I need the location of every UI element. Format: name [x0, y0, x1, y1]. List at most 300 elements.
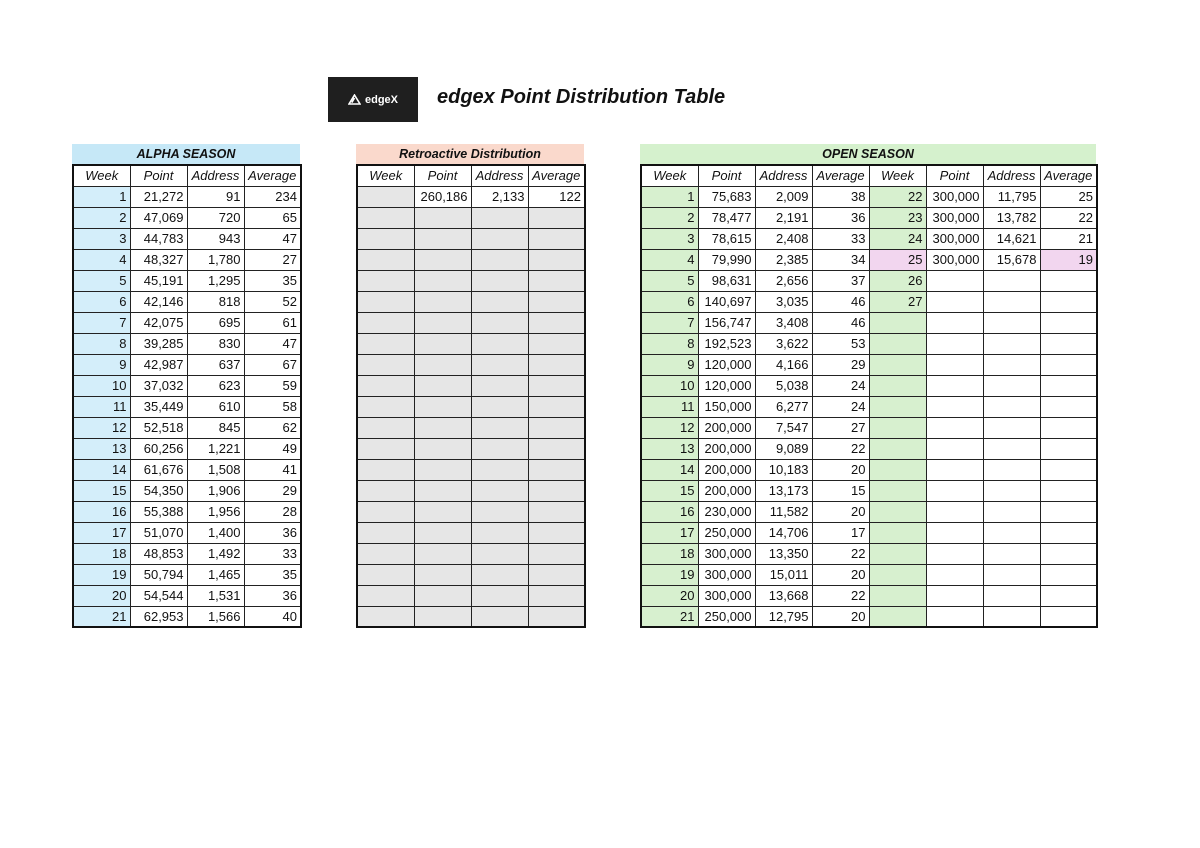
address-cell: 3,035 — [755, 291, 812, 312]
point-cell: 192,523 — [698, 333, 755, 354]
average-cell: 37 — [812, 270, 869, 291]
week-cell — [869, 543, 926, 564]
address-cell — [983, 438, 1040, 459]
average-cell: 22 — [812, 543, 869, 564]
table-row — [73, 228, 301, 249]
week-cell — [357, 207, 414, 228]
week-cell: 15 — [73, 480, 130, 501]
address-cell — [983, 459, 1040, 480]
week-cell — [357, 522, 414, 543]
average-cell — [1040, 375, 1097, 396]
table-row — [357, 564, 585, 585]
week-cell — [869, 459, 926, 480]
address-cell: 5,038 — [755, 375, 812, 396]
address-cell: 9,089 — [755, 438, 812, 459]
address-cell: 818 — [187, 291, 244, 312]
table-row — [73, 333, 301, 354]
table-row — [641, 186, 1097, 207]
average-cell: 58 — [244, 396, 301, 417]
address-cell: 2,656 — [755, 270, 812, 291]
table-row — [641, 270, 1097, 291]
table-row — [73, 291, 301, 312]
table-row — [73, 354, 301, 375]
address-cell — [983, 270, 1040, 291]
week-cell: 27 — [869, 291, 926, 312]
table-row — [73, 543, 301, 564]
week-cell: 25 — [869, 249, 926, 270]
column-header-average: Average — [1040, 165, 1097, 186]
point-cell — [414, 270, 471, 291]
week-cell — [357, 312, 414, 333]
average-cell: 49 — [244, 438, 301, 459]
point-cell — [926, 333, 983, 354]
week-cell: 8 — [73, 333, 130, 354]
point-cell: 50,794 — [130, 564, 187, 585]
average-cell — [528, 270, 585, 291]
table-row — [357, 249, 585, 270]
week-cell: 16 — [73, 501, 130, 522]
average-cell: 27 — [244, 249, 301, 270]
average-cell — [528, 291, 585, 312]
point-cell: 55,388 — [130, 501, 187, 522]
point-cell — [926, 606, 983, 627]
address-cell — [983, 606, 1040, 627]
point-cell — [414, 606, 471, 627]
average-cell: 33 — [244, 543, 301, 564]
average-cell: 40 — [244, 606, 301, 627]
table-row — [641, 249, 1097, 270]
point-cell: 51,070 — [130, 522, 187, 543]
average-cell: 36 — [244, 522, 301, 543]
address-cell — [471, 396, 528, 417]
point-cell: 200,000 — [698, 459, 755, 480]
address-cell: 1,906 — [187, 480, 244, 501]
column-header-average: Average — [244, 165, 301, 186]
point-cell: 300,000 — [926, 249, 983, 270]
average-cell — [1040, 270, 1097, 291]
table-row — [73, 417, 301, 438]
average-cell: 47 — [244, 333, 301, 354]
average-cell: 22 — [812, 585, 869, 606]
week-cell — [357, 606, 414, 627]
average-cell — [1040, 480, 1097, 501]
week-cell: 4 — [73, 249, 130, 270]
table-row — [357, 480, 585, 501]
point-cell: 37,032 — [130, 375, 187, 396]
week-cell — [869, 585, 926, 606]
table-row — [641, 459, 1097, 480]
average-cell — [1040, 564, 1097, 585]
address-cell — [471, 585, 528, 606]
average-cell — [528, 312, 585, 333]
week-cell: 26 — [869, 270, 926, 291]
average-cell: 53 — [812, 333, 869, 354]
page-title: edgex Point Distribution Table — [437, 86, 726, 108]
table-row — [73, 249, 301, 270]
edgex-logo — [328, 77, 418, 122]
week-cell: 17 — [73, 522, 130, 543]
week-cell — [357, 291, 414, 312]
column-header-address: Address — [471, 165, 528, 186]
average-cell — [528, 585, 585, 606]
average-cell: 47 — [244, 228, 301, 249]
week-cell — [357, 438, 414, 459]
table-row — [357, 396, 585, 417]
average-cell — [1040, 606, 1097, 627]
point-cell — [926, 354, 983, 375]
average-cell: 20 — [812, 459, 869, 480]
address-cell: 91 — [187, 186, 244, 207]
address-cell: 1,956 — [187, 501, 244, 522]
address-cell: 14,706 — [755, 522, 812, 543]
week-cell — [357, 417, 414, 438]
point-cell: 300,000 — [698, 564, 755, 585]
point-cell — [414, 228, 471, 249]
column-header-average: Average — [812, 165, 869, 186]
average-cell — [528, 207, 585, 228]
week-cell — [357, 501, 414, 522]
point-cell — [414, 396, 471, 417]
week-cell: 16 — [641, 501, 698, 522]
table-row — [357, 459, 585, 480]
table-row — [357, 312, 585, 333]
address-cell — [983, 522, 1040, 543]
week-cell: 6 — [73, 291, 130, 312]
table-row — [357, 522, 585, 543]
average-cell: 20 — [812, 564, 869, 585]
address-cell — [983, 396, 1040, 417]
point-cell: 54,544 — [130, 585, 187, 606]
point-cell — [926, 459, 983, 480]
address-cell: 2,009 — [755, 186, 812, 207]
point-cell — [414, 375, 471, 396]
address-cell: 943 — [187, 228, 244, 249]
point-cell: 60,256 — [130, 438, 187, 459]
address-cell: 2,191 — [755, 207, 812, 228]
table-row — [641, 417, 1097, 438]
week-cell: 20 — [641, 585, 698, 606]
alpha-header-row — [73, 165, 301, 186]
average-cell — [1040, 333, 1097, 354]
average-cell — [528, 333, 585, 354]
week-cell — [869, 312, 926, 333]
column-header-week: Week — [869, 165, 926, 186]
week-cell: 17 — [641, 522, 698, 543]
table-row — [73, 186, 301, 207]
address-cell: 830 — [187, 333, 244, 354]
table-row — [641, 543, 1097, 564]
week-cell: 24 — [869, 228, 926, 249]
address-cell: 1,508 — [187, 459, 244, 480]
column-header-point: Point — [130, 165, 187, 186]
table-row — [641, 585, 1097, 606]
address-cell: 695 — [187, 312, 244, 333]
table-row — [641, 291, 1097, 312]
table-row — [641, 522, 1097, 543]
week-cell: 12 — [641, 417, 698, 438]
address-cell: 10,183 — [755, 459, 812, 480]
week-cell — [869, 354, 926, 375]
table-row — [641, 375, 1097, 396]
address-cell — [471, 438, 528, 459]
point-cell: 140,697 — [698, 291, 755, 312]
point-cell — [414, 438, 471, 459]
average-cell — [1040, 501, 1097, 522]
point-cell — [414, 522, 471, 543]
point-cell: 79,990 — [698, 249, 755, 270]
point-cell: 260,186 — [414, 186, 471, 207]
column-header-average: Average — [528, 165, 585, 186]
address-cell — [471, 501, 528, 522]
table-row — [357, 354, 585, 375]
point-cell: 300,000 — [698, 585, 755, 606]
point-cell: 250,000 — [698, 522, 755, 543]
address-cell — [471, 459, 528, 480]
address-cell — [471, 333, 528, 354]
point-cell: 250,000 — [698, 606, 755, 627]
average-cell — [1040, 438, 1097, 459]
table-row — [641, 354, 1097, 375]
average-cell: 33 — [812, 228, 869, 249]
table-row — [73, 501, 301, 522]
average-cell — [1040, 417, 1097, 438]
column-header-week: Week — [73, 165, 130, 186]
point-cell: 45,191 — [130, 270, 187, 291]
week-cell — [357, 354, 414, 375]
address-cell: 3,408 — [755, 312, 812, 333]
address-cell: 610 — [187, 396, 244, 417]
point-cell: 300,000 — [926, 207, 983, 228]
week-cell — [869, 606, 926, 627]
average-cell: 29 — [244, 480, 301, 501]
point-cell: 52,518 — [130, 417, 187, 438]
retroactive-table — [356, 164, 586, 628]
point-cell: 78,477 — [698, 207, 755, 228]
average-cell — [528, 375, 585, 396]
logo-text: edgeX — [364, 93, 398, 106]
address-cell: 2,385 — [755, 249, 812, 270]
table-row — [357, 270, 585, 291]
address-cell: 13,782 — [983, 207, 1040, 228]
point-cell — [414, 543, 471, 564]
week-cell: 4 — [641, 249, 698, 270]
average-cell — [528, 417, 585, 438]
address-cell: 13,350 — [755, 543, 812, 564]
point-cell: 35,449 — [130, 396, 187, 417]
address-cell: 2,133 — [471, 186, 528, 207]
point-cell — [926, 585, 983, 606]
point-cell: 300,000 — [926, 186, 983, 207]
week-cell: 20 — [73, 585, 130, 606]
column-header-point: Point — [698, 165, 755, 186]
point-cell: 75,683 — [698, 186, 755, 207]
address-cell: 623 — [187, 375, 244, 396]
point-cell — [926, 501, 983, 522]
address-cell — [471, 522, 528, 543]
week-cell: 14 — [73, 459, 130, 480]
table-row — [357, 207, 585, 228]
point-cell: 44,783 — [130, 228, 187, 249]
open-season-title: OPEN SEASON — [640, 144, 1096, 164]
week-cell — [357, 459, 414, 480]
point-cell — [926, 312, 983, 333]
average-cell: 36 — [812, 207, 869, 228]
week-cell: 9 — [73, 354, 130, 375]
alpha-season-section — [72, 144, 302, 628]
week-cell — [869, 333, 926, 354]
average-cell: 24 — [812, 375, 869, 396]
week-cell — [357, 270, 414, 291]
retroactive-title: Retroactive Distribution — [356, 144, 584, 164]
average-cell: 46 — [812, 312, 869, 333]
address-cell: 1,531 — [187, 585, 244, 606]
table-row — [641, 606, 1097, 627]
week-cell: 5 — [641, 270, 698, 291]
week-cell: 19 — [73, 564, 130, 585]
table-row — [641, 228, 1097, 249]
table-row — [73, 438, 301, 459]
address-cell: 1,492 — [187, 543, 244, 564]
week-cell: 9 — [641, 354, 698, 375]
week-cell: 3 — [73, 228, 130, 249]
point-cell: 61,676 — [130, 459, 187, 480]
table-row — [73, 270, 301, 291]
average-cell: 122 — [528, 186, 585, 207]
address-cell: 15,678 — [983, 249, 1040, 270]
address-cell: 11,582 — [755, 501, 812, 522]
average-cell — [1040, 312, 1097, 333]
column-header-point: Point — [926, 165, 983, 186]
point-cell: 120,000 — [698, 375, 755, 396]
point-cell: 39,285 — [130, 333, 187, 354]
column-header-address: Address — [755, 165, 812, 186]
table-row — [73, 606, 301, 627]
point-cell — [414, 333, 471, 354]
address-cell — [471, 249, 528, 270]
table-row — [357, 585, 585, 606]
table-row — [641, 207, 1097, 228]
table-row — [357, 291, 585, 312]
week-cell — [869, 417, 926, 438]
point-cell — [414, 459, 471, 480]
address-cell — [983, 480, 1040, 501]
address-cell: 1,400 — [187, 522, 244, 543]
average-cell: 15 — [812, 480, 869, 501]
week-cell — [357, 564, 414, 585]
address-cell: 2,408 — [755, 228, 812, 249]
column-header-week: Week — [641, 165, 698, 186]
average-cell: 41 — [244, 459, 301, 480]
week-cell: 13 — [73, 438, 130, 459]
address-cell — [471, 270, 528, 291]
point-cell: 300,000 — [698, 543, 755, 564]
week-cell — [357, 186, 414, 207]
address-cell — [471, 228, 528, 249]
point-cell — [926, 417, 983, 438]
address-cell: 11,795 — [983, 186, 1040, 207]
average-cell — [528, 564, 585, 585]
address-cell: 3,622 — [755, 333, 812, 354]
point-cell — [926, 375, 983, 396]
average-cell — [1040, 585, 1097, 606]
week-cell: 19 — [641, 564, 698, 585]
week-cell: 1 — [641, 186, 698, 207]
average-cell: 65 — [244, 207, 301, 228]
week-cell: 18 — [641, 543, 698, 564]
table-row — [73, 585, 301, 606]
point-cell — [414, 291, 471, 312]
address-cell — [471, 354, 528, 375]
point-cell — [414, 207, 471, 228]
point-cell: 21,272 — [130, 186, 187, 207]
week-cell: 2 — [73, 207, 130, 228]
average-cell: 67 — [244, 354, 301, 375]
table-row — [73, 480, 301, 501]
address-cell — [983, 291, 1040, 312]
point-cell: 200,000 — [698, 417, 755, 438]
point-cell: 48,853 — [130, 543, 187, 564]
address-cell: 845 — [187, 417, 244, 438]
address-cell — [471, 207, 528, 228]
address-cell: 7,547 — [755, 417, 812, 438]
address-cell — [471, 543, 528, 564]
average-cell — [528, 396, 585, 417]
address-cell: 1,465 — [187, 564, 244, 585]
average-cell: 20 — [812, 501, 869, 522]
average-cell — [1040, 291, 1097, 312]
point-cell — [414, 354, 471, 375]
point-cell — [926, 522, 983, 543]
address-cell: 4,166 — [755, 354, 812, 375]
point-cell: 98,631 — [698, 270, 755, 291]
address-cell: 1,566 — [187, 606, 244, 627]
table-row — [357, 501, 585, 522]
retroactive-section — [356, 144, 586, 628]
address-cell — [471, 291, 528, 312]
week-cell: 21 — [73, 606, 130, 627]
triangle-logo-icon — [348, 94, 361, 105]
address-cell: 1,780 — [187, 249, 244, 270]
average-cell: 38 — [812, 186, 869, 207]
week-cell — [869, 396, 926, 417]
week-cell — [869, 480, 926, 501]
average-cell — [528, 249, 585, 270]
week-cell — [357, 396, 414, 417]
address-cell: 13,668 — [755, 585, 812, 606]
point-cell — [414, 417, 471, 438]
column-header-address: Address — [187, 165, 244, 186]
address-cell: 1,295 — [187, 270, 244, 291]
address-cell: 12,795 — [755, 606, 812, 627]
average-cell: 34 — [812, 249, 869, 270]
week-cell — [357, 375, 414, 396]
address-cell — [471, 564, 528, 585]
point-cell — [926, 270, 983, 291]
table-row — [357, 543, 585, 564]
week-cell: 23 — [869, 207, 926, 228]
point-cell: 150,000 — [698, 396, 755, 417]
average-cell: 21 — [1040, 228, 1097, 249]
point-cell: 42,987 — [130, 354, 187, 375]
week-cell — [357, 333, 414, 354]
table-row — [357, 417, 585, 438]
week-cell: 14 — [641, 459, 698, 480]
table-row — [357, 228, 585, 249]
table-row — [357, 606, 585, 627]
week-cell — [357, 228, 414, 249]
table-row — [73, 564, 301, 585]
address-cell — [471, 480, 528, 501]
